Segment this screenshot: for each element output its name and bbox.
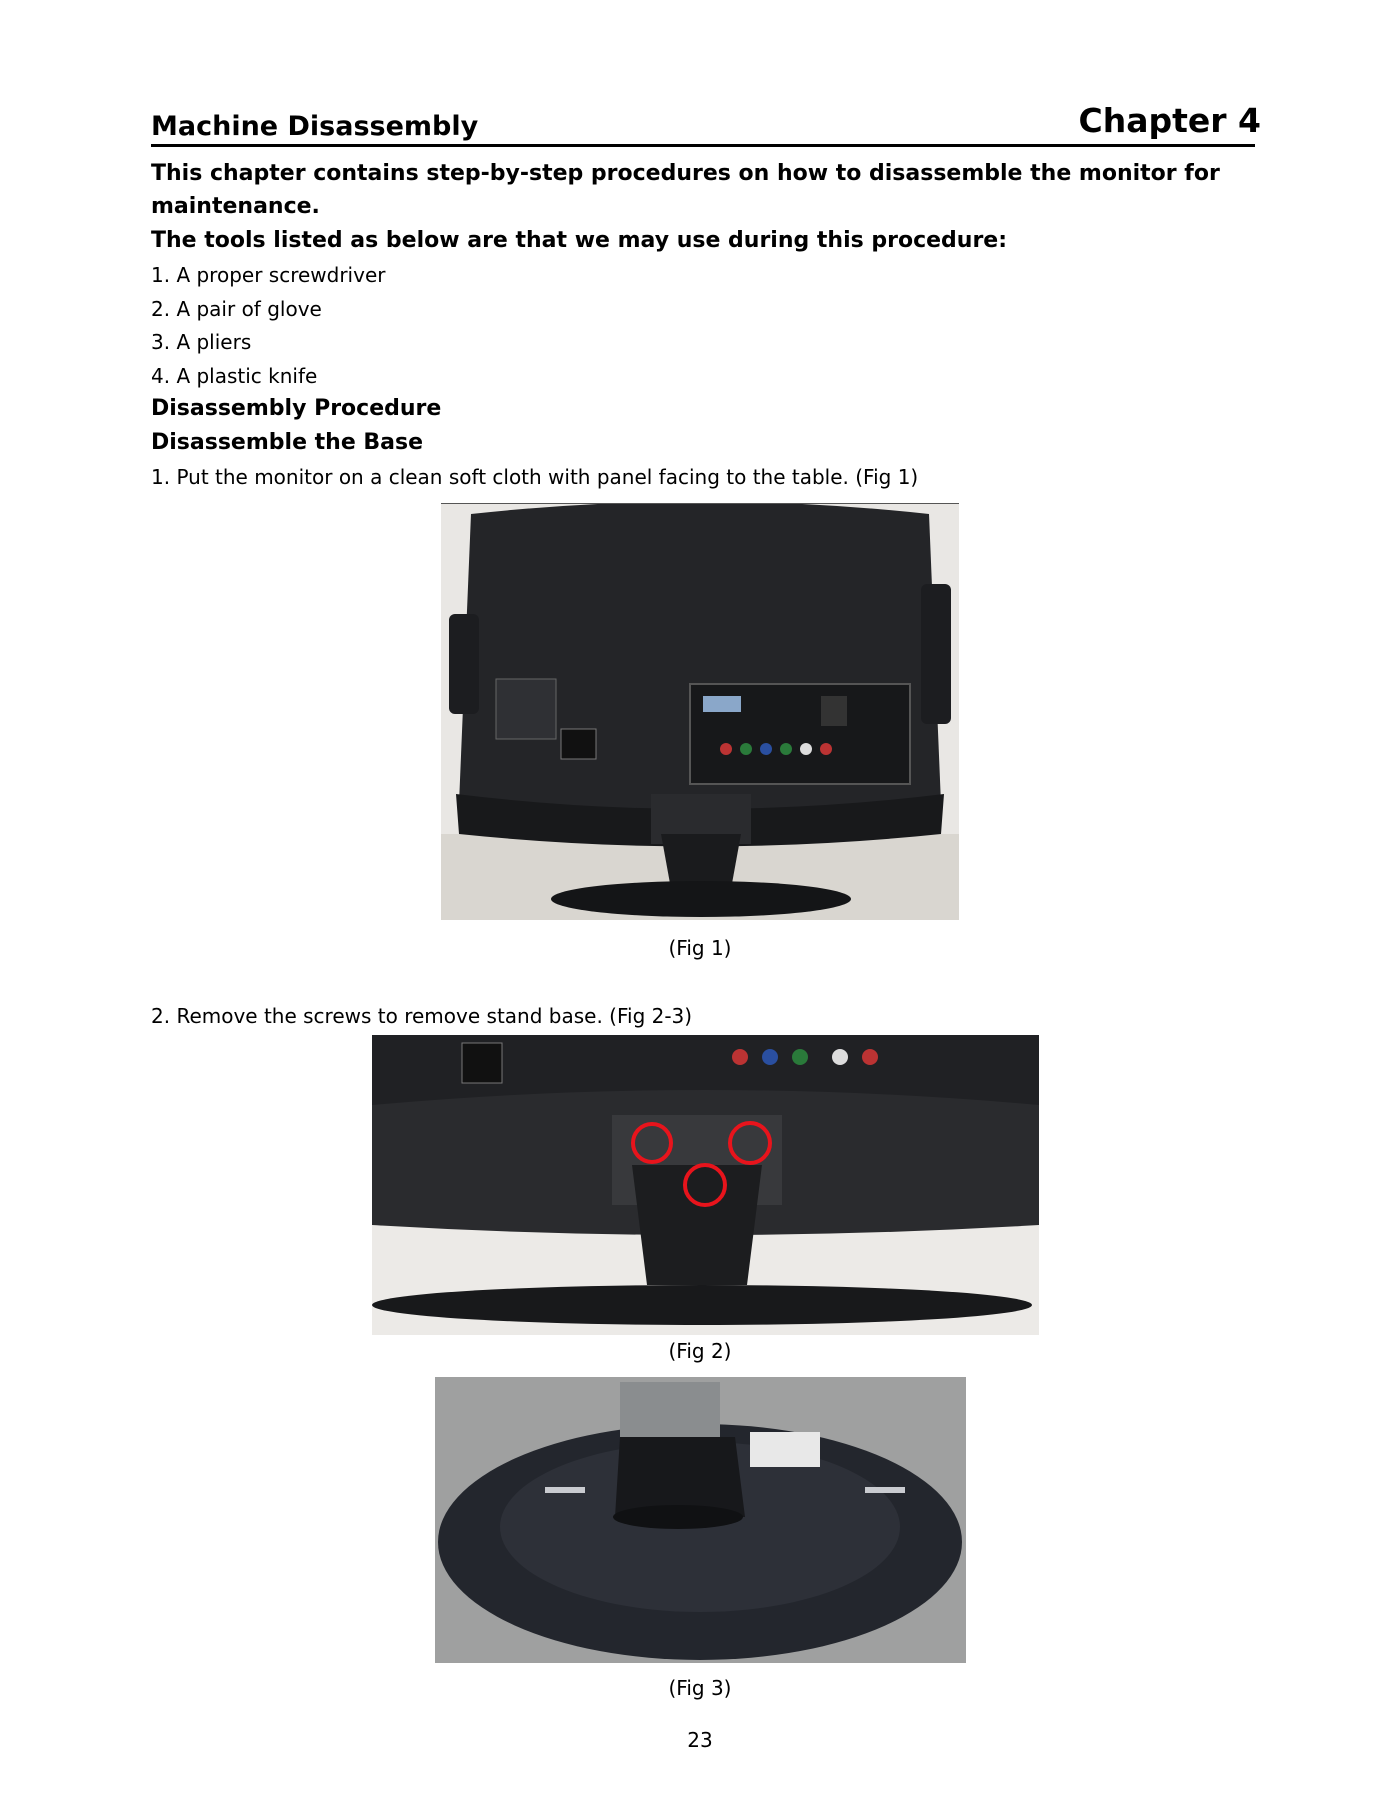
subsection-heading: Disassemble the Base <box>151 430 424 455</box>
chapter-label: Chapter 4 <box>1078 101 1261 140</box>
figure-2-image <box>372 1035 1039 1335</box>
tool-item: 3. A pliers <box>151 330 252 354</box>
page-number: 23 <box>687 1728 713 1752</box>
figure-1-image <box>441 503 959 920</box>
procedure-heading: Disassembly Procedure <box>151 396 442 421</box>
figure-3-image <box>435 1377 966 1663</box>
figure-1-caption: (Fig 1) <box>668 936 732 960</box>
step-2-text: 2. Remove the screws to remove stand base. (Fig 2-3) <box>151 1004 693 1028</box>
stand-base-photo <box>435 1377 966 1663</box>
tool-item: 2. A pair of glove <box>151 297 322 321</box>
section-title: Machine Disassembly <box>151 111 479 142</box>
tool-item: 1. A proper screwdriver <box>151 263 386 287</box>
tools-heading: The tools listed as below are that we may use during this procedure: <box>151 228 1008 253</box>
intro-line-2: maintenance. <box>151 194 320 219</box>
tool-item: 4. A plastic knife <box>151 364 318 388</box>
monitor-back-photo <box>441 504 959 920</box>
step-1-text: 1. Put the monitor on a clean soft cloth with panel facing to the table. (Fig 1) <box>151 465 919 489</box>
intro-line-1: This chapter contains step-by-step procedures on how to disassemble the monitor for <box>151 161 1220 186</box>
figure-2-caption: (Fig 2) <box>668 1339 732 1363</box>
figure-3-caption: (Fig 3) <box>668 1676 732 1700</box>
stand-screws-photo <box>372 1035 1039 1335</box>
chapter-header <box>151 98 1261 147</box>
